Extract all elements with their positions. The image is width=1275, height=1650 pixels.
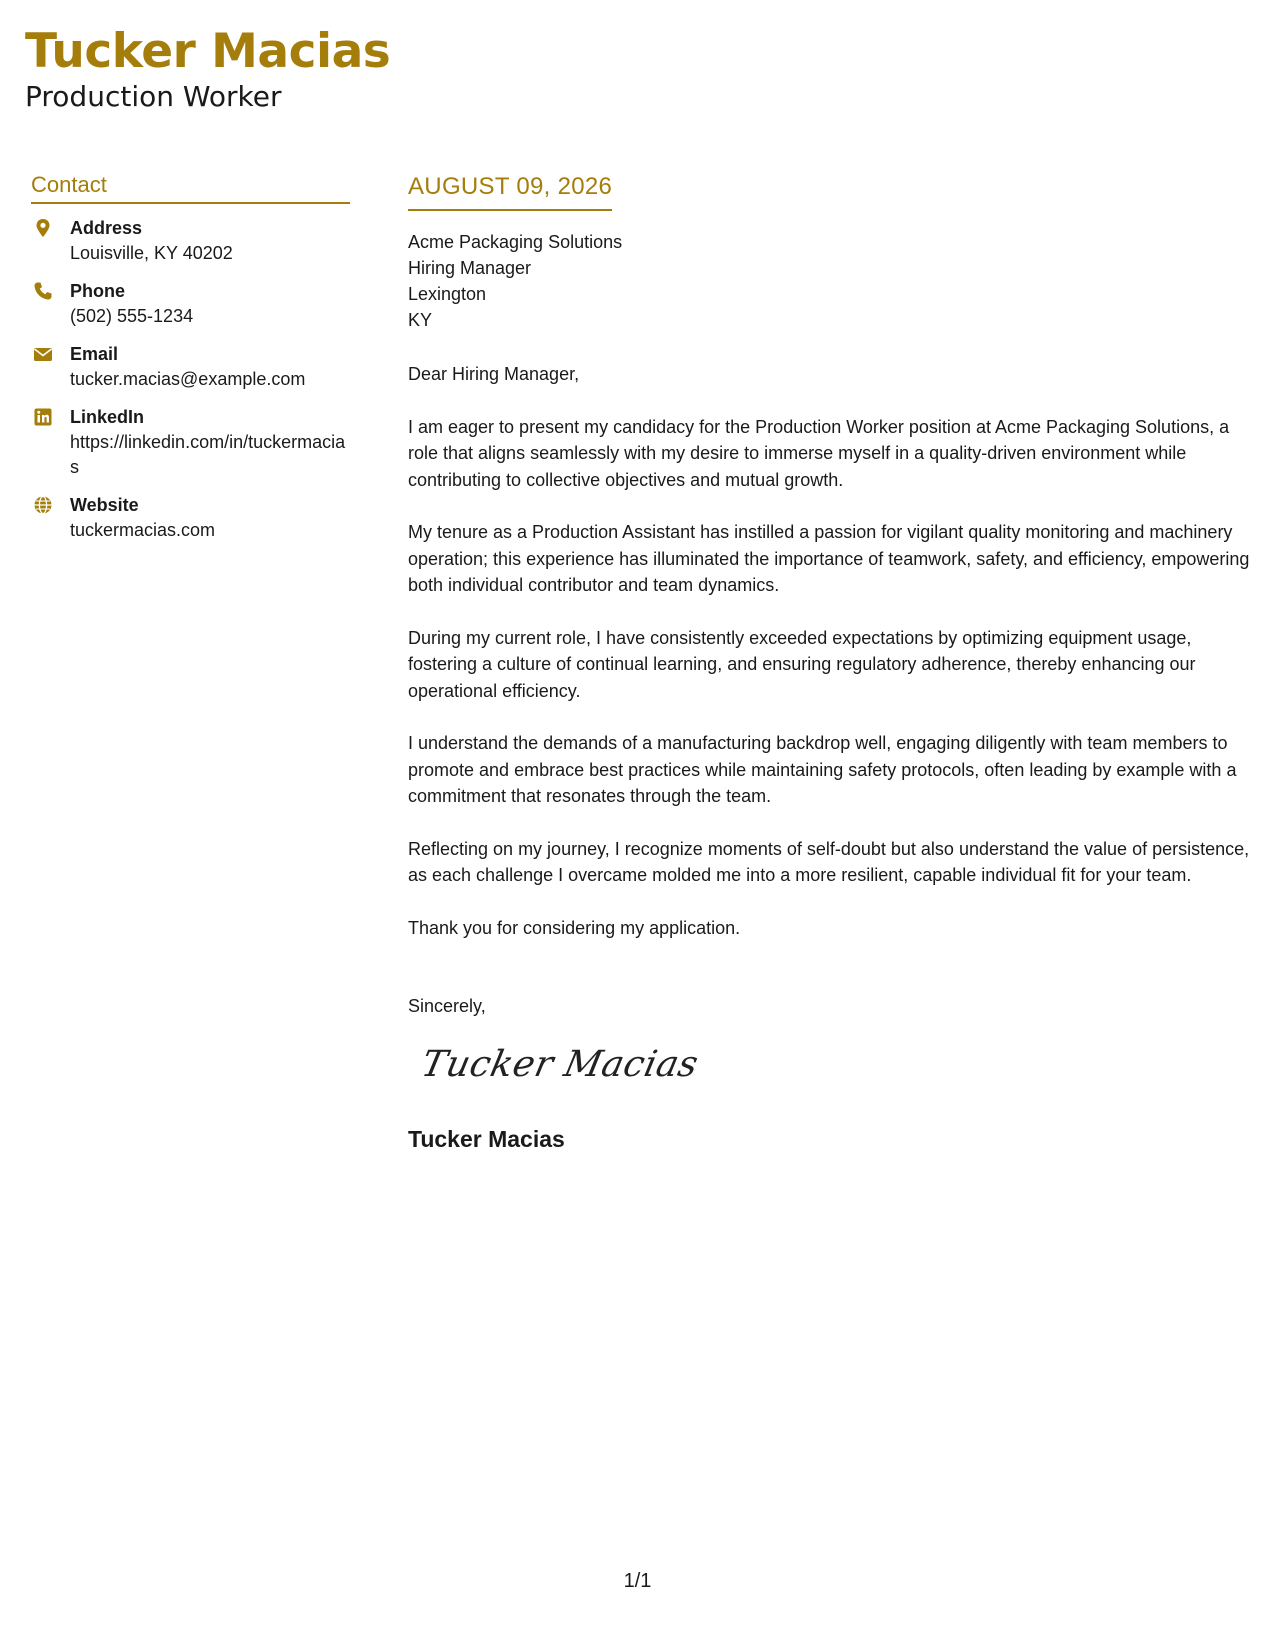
email-value: tucker.macias@example.com	[70, 369, 306, 389]
phone-value: (502) 555-1234	[70, 306, 194, 326]
linkedin-value[interactable]: https://linkedin.com/in/tuckermacias	[70, 432, 346, 477]
closing: Sincerely,	[408, 996, 486, 1016]
recipient-state: KY	[408, 310, 433, 330]
contact-linkedin	[31, 405, 350, 480]
handwritten-signature	[417, 1043, 1253, 1112]
body-paragraph: During my current role, I have consistently exceeded expectations by optimizing equipment usage, fostering a culture of continual learning, and ensuring regulatory adherence, thereby enhancing our operational efficiency.	[408, 627, 1196, 701]
applicant-name: Tucker Macias	[25, 24, 391, 79]
contact-email	[31, 342, 350, 392]
cover-letter-body	[408, 172, 1253, 1154]
recipient-block	[408, 229, 1253, 333]
contact-section-title: Contact	[31, 172, 350, 204]
contact-label: Phone	[70, 281, 126, 301]
website-value[interactable]: tuckermacias.com	[70, 520, 216, 540]
contact-label: Website	[70, 495, 139, 515]
contact-label: Email	[70, 344, 119, 364]
body-paragraph: Reflecting on my journey, I recognize moments of self-doubt but also understand the value of persistence, as each challenge I overcame molded me into a more resilient, capable individual fit for your team.	[408, 838, 1250, 885]
envelope-icon	[33, 344, 53, 364]
body-paragraph: I understand the demands of a manufacturing backdrop well, engaging diligently with team members to promote and embrace best practices while maintaining safety protocols, often leading by example with a commitment that resonates through the team.	[408, 733, 1237, 806]
document-header	[25, 24, 390, 114]
recipient-company: Acme Packaging Solutions	[408, 232, 623, 252]
contact-phone	[31, 279, 350, 329]
body-paragraph: I am eager to present my candidacy for the Production Worker position at Acme Packaging Solutions, a role that aligns seamlessly with my desire to immerse myself in a quality-driven environment while contributing to collective objectives and mutual growth.	[408, 416, 1230, 490]
salutation: Dear Hiring Manager,	[408, 364, 580, 384]
body-paragraph: My tenure as a Production Assistant has instilled a passion for vigilant quality monitoring and machinery operation; this experience has illuminated the importance of teamwork, safety, and efficiency, empowering both individual contributor and team dynamics.	[408, 522, 1250, 595]
contact-website	[31, 493, 350, 543]
contact-label: Address	[70, 218, 143, 238]
recipient-city: Lexington	[408, 284, 487, 304]
globe-icon	[33, 495, 53, 515]
signature-text: Tucker Macias	[417, 1043, 703, 1085]
map-pin-icon	[33, 218, 53, 238]
contact-label: LinkedIn	[70, 407, 145, 427]
recipient-contact: Hiring Manager	[408, 258, 532, 278]
contact-address	[31, 216, 350, 266]
contact-sidebar	[31, 172, 350, 556]
page-number: 1/1	[623, 1570, 652, 1592]
body-paragraph: Thank you for considering my application.	[408, 917, 741, 938]
linkedin-icon	[33, 407, 53, 427]
address-value: Louisville, KY 40202	[70, 243, 233, 263]
signer-name: Tucker Macias	[408, 1125, 565, 1152]
letter-date: AUGUST 09, 2026	[408, 172, 612, 211]
phone-icon	[33, 281, 53, 301]
job-title: Production Worker	[25, 80, 282, 113]
